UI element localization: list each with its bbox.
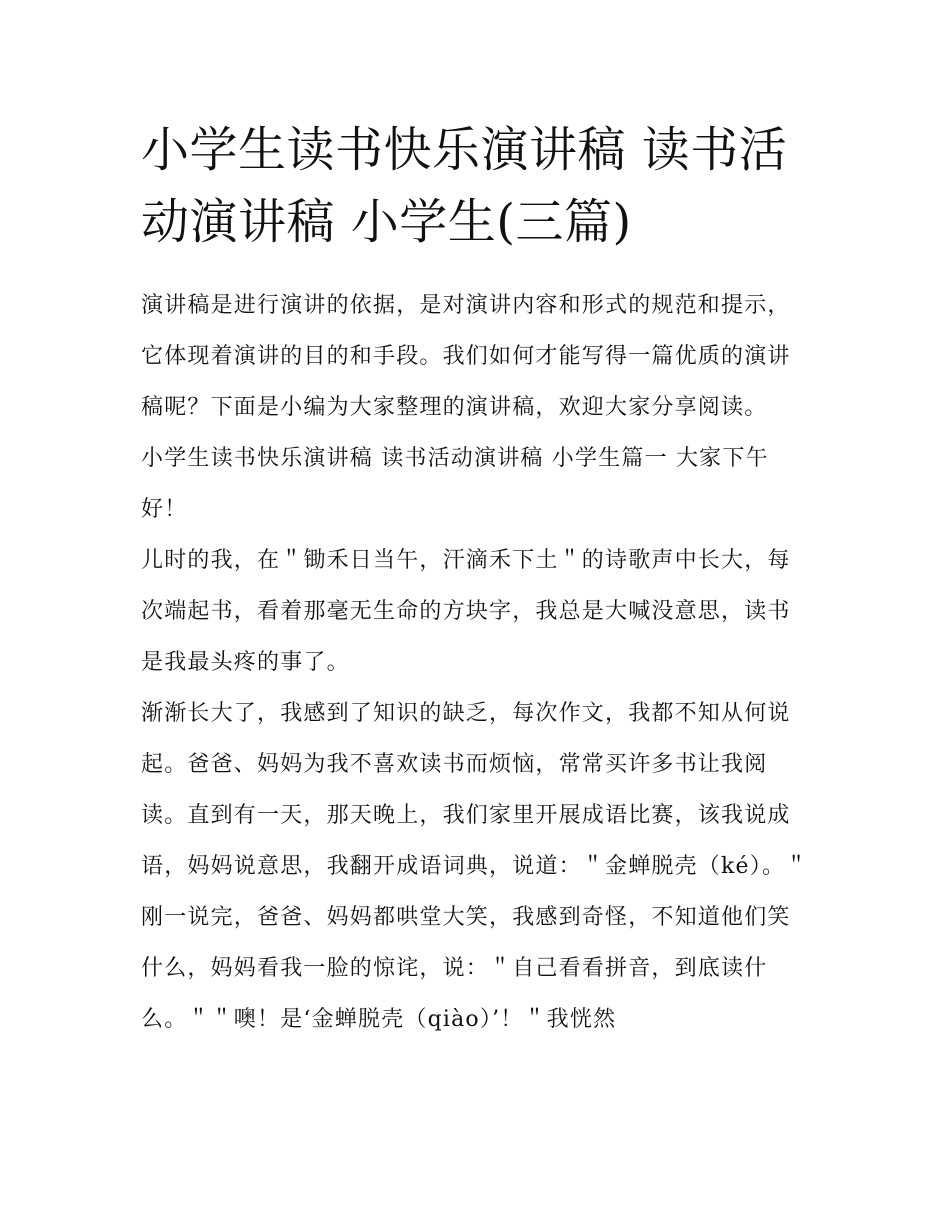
document-body bbox=[141, 114, 813, 1045]
document-title: 小学生读书快乐演讲稿 读书活动演讲稿 小学生(三篇) bbox=[141, 122, 788, 250]
paragraph-section-heading: 小学生读书快乐演讲稿 读书活动演讲稿 小学生篇一 大家下午好！ bbox=[141, 446, 769, 522]
title-spacer bbox=[141, 258, 813, 280]
paragraph-growing-up: 渐渐长大了，我感到了知识的缺乏，每次作文，我都不知从何说起。爸爸、妈妈为我不喜欢读书而烦恼，常常买许多书让我阅读。直到有一天，那天晚上，我们家里开展成语比赛，该我说成语，妈妈说意思，我翻开成语词典，说道：＂金蝉脱壳（ké）。＂刚一说完，爸爸、妈妈都哄堂大笑，我感到奇怪，不知道他们笑什么，妈妈看我一脸的惊诧，说：＂自己看看拼音，到底读什么。＂＂噢！是‘金蝉脱壳（qiào）’！＂我恍然 bbox=[141, 701, 809, 1032]
paragraph-childhood: 儿时的我，在＂锄禾日当午，汗滴禾下土＂的诗歌声中长大，每次端起书，看着那毫无生命的方块字，我总是大喊没意思，读书是我最头疼的事了。 bbox=[141, 548, 791, 675]
paragraph-intro: 演讲稿是进行演讲的依据，是对演讲内容和形式的规范和提示，它体现着演讲的目的和手段。我们如何才能写得一篇优质的演讲稿呢？下面是小编为大家整理的演讲稿，欢迎大家分享阅读。 bbox=[141, 293, 791, 420]
